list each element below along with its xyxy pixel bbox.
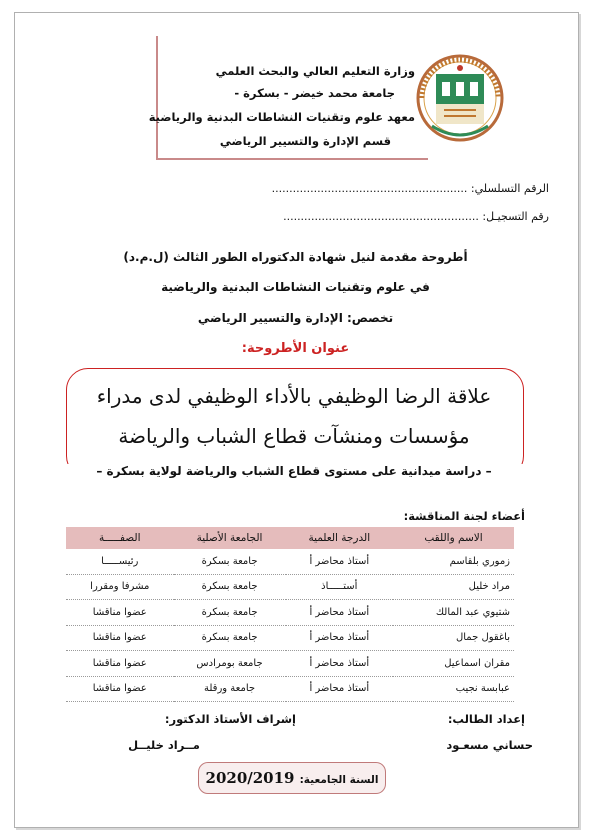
- academic-year-label: السنة الجامعية:: [299, 774, 379, 786]
- thesis-title-line-1: علاقة الرضا الوظيفي بالأداء الوظيفي لدى مدراء: [96, 384, 492, 408]
- field-line: في علوم وتقنيات النشاطات البدنية والرياضية: [161, 280, 430, 294]
- university-logo-icon: [414, 52, 506, 148]
- serial-number-row: [149, 182, 549, 195]
- member-name: شتيوي عبد المالك: [393, 600, 514, 626]
- academic-year-value: 2020/2019: [205, 769, 295, 787]
- member-rank: أستاذ محاضر أ: [286, 651, 394, 677]
- table-row: [66, 651, 514, 677]
- member-name: زموري بلقاسم: [393, 549, 514, 574]
- university-name: جامعة محمد خيضر - بسكرة -: [234, 86, 395, 100]
- committee-table: [66, 527, 514, 702]
- member-university: جامعة ورقلة: [174, 676, 286, 702]
- student-label: إعداد الطالب:: [447, 712, 525, 726]
- member-university: جامعة بسكرة: [174, 574, 286, 600]
- title-label: عنوان الأطروحة:: [241, 341, 350, 356]
- institute-name: معهد علوم وتقنيات النشاطات البدنية والرياضية: [148, 110, 415, 124]
- academic-year-badge: [198, 762, 386, 794]
- member-name: عبابسة نجيب: [393, 676, 514, 702]
- member-role: عضوا مناقشا: [66, 651, 174, 677]
- col-header-university: الجامعة الأصلية: [174, 527, 286, 549]
- supervisor-label: إشراف الأستاذ الدكتور:: [164, 712, 296, 726]
- committee-header-row: [66, 527, 514, 549]
- department-name: قسم الإدارة والتسيير الرياضي: [219, 134, 391, 148]
- table-row: [66, 600, 514, 626]
- degree-line: أطروحة مقدمة لنيل شهادة الدكتوراه الطور الثالث (ل.م.د): [123, 250, 468, 264]
- member-name: مقران اسماعيل: [393, 651, 514, 677]
- member-role: مشرفا ومقررا: [66, 574, 174, 600]
- table-row: [66, 625, 514, 651]
- member-university: جامعة بسكرة: [174, 625, 286, 651]
- member-university: جامعة بسكرة: [174, 600, 286, 626]
- committee-heading: أعضاء لجنة المناقشة:: [403, 509, 525, 523]
- member-role: عضوا مناقشا: [66, 600, 174, 626]
- member-rank: أستاذ محاضر أ: [286, 600, 394, 626]
- serial-label: الرقم التسلسلي:: [470, 182, 549, 195]
- table-row: [66, 549, 514, 574]
- member-rank: أستاذ محاضر أ: [286, 549, 394, 574]
- member-name: مراد خليل: [393, 574, 514, 600]
- supervisor-name: مــراد خليــل: [128, 738, 200, 752]
- thesis-title-line-2: مؤسسات ومنشآت قطاع الشباب والرياضة: [118, 424, 470, 448]
- member-university: جامعة بومرادس: [174, 651, 286, 677]
- member-university: جامعة بسكرة: [174, 549, 286, 574]
- student-name: حساني مسعـود: [446, 738, 533, 752]
- specialty-line: تخصص: الإدارة والتسيير الرياضي: [197, 311, 394, 325]
- table-row: [66, 574, 514, 600]
- member-rank: أستاذ محاضر أ: [286, 676, 394, 702]
- col-header-role: الصفـــــة: [66, 527, 174, 549]
- member-rank: أستاذ محاضر أ: [286, 625, 394, 651]
- thesis-subtitle: – دراسة ميدانية على مستوى قطاع الشباب والرياضة لولاية بسكرة –: [56, 464, 532, 478]
- ministry-name: وزارة التعليم العالي والبحث العلمي: [215, 64, 415, 78]
- col-header-name: الاسم واللقب: [393, 527, 514, 549]
- table-row: [66, 676, 514, 702]
- member-role: عضوا مناقشا: [66, 625, 174, 651]
- member-name: باغقول جمال: [393, 625, 514, 651]
- member-role: عضوا مناقشا: [66, 676, 174, 702]
- registration-number-row: [149, 210, 549, 223]
- registration-label: رقم التسجيـل:: [482, 210, 549, 223]
- col-header-rank: الدرجة العلمية: [286, 527, 394, 549]
- serial-value: ........................................................: [271, 182, 468, 195]
- member-rank: أستـــــاذ: [286, 574, 394, 600]
- member-role: رئيســـــا: [66, 549, 174, 574]
- registration-value: ........................................................: [283, 210, 479, 223]
